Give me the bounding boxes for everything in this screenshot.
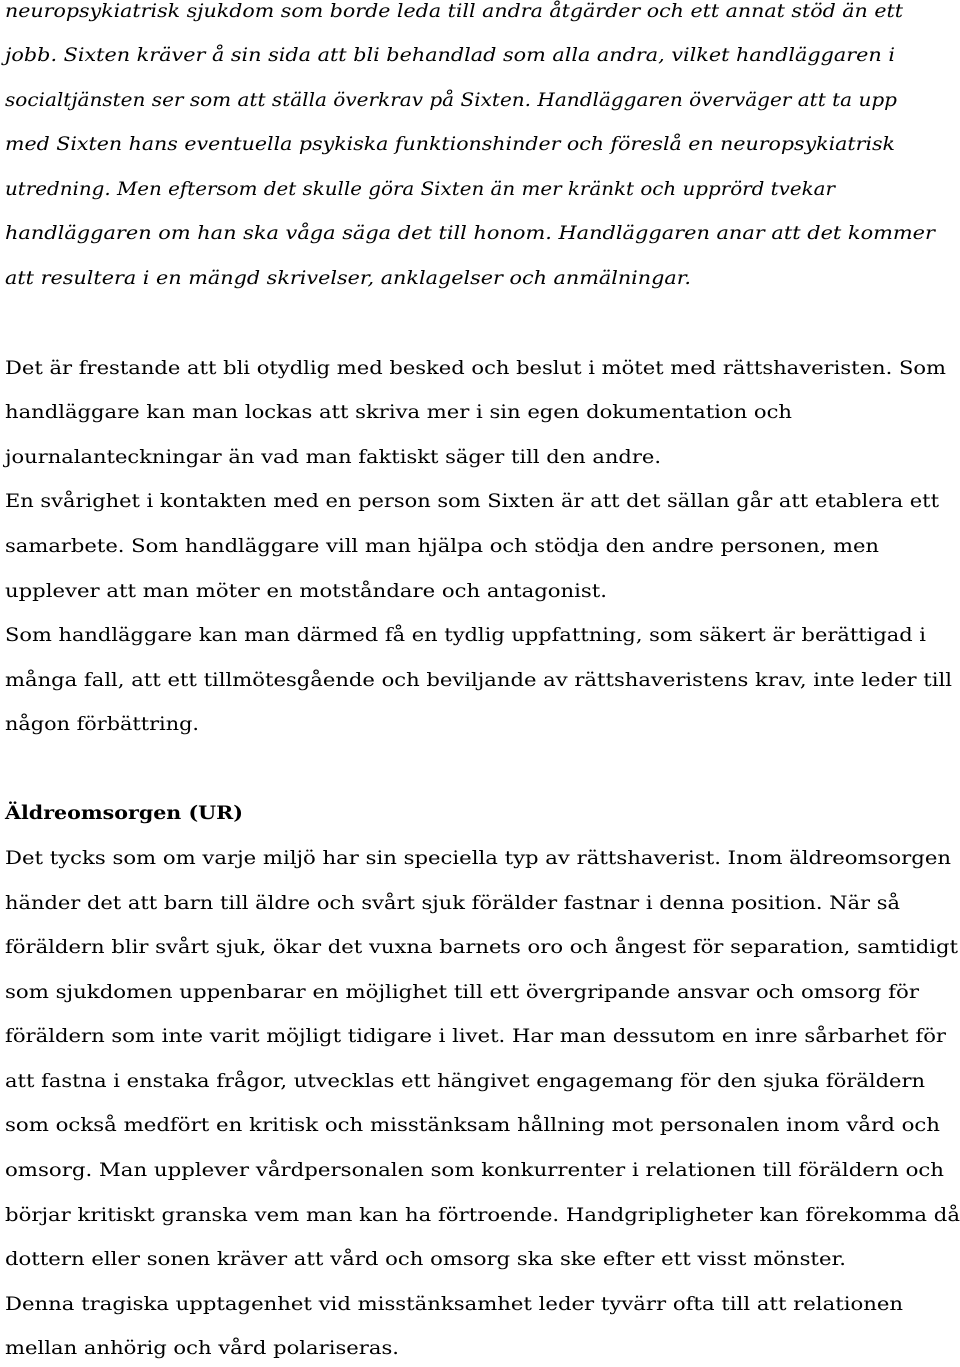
text-line: handläggare kan man lockas att skriva mer i sin egen dokumentation och	[5, 401, 792, 423]
text-line: Det är frestande att bli otydlig med besked och beslut i mötet med rättshaveristen. Som	[5, 357, 946, 379]
text-line: som också medfört en kritisk och misstänksam hållning mot personalen inom vård och	[5, 1114, 940, 1136]
text-line: föräldern som inte varit möjligt tidigare i livet. Har man dessutom en inre sårbarhet för	[5, 1025, 947, 1047]
text-line: utredning. Men eftersom det skulle göra Sixten än mer kränkt och upprörd tvekar	[5, 178, 835, 200]
text-line: att fastna i enstaka frågor, utvecklas ett hängivet engagemang för den sjuka föräldern	[5, 1070, 925, 1092]
text-line: Det tycks som om varje miljö har sin speciella typ av rättshaverist. Inom äldreomsorgen	[5, 847, 951, 869]
text-line: föräldern blir svårt sjuk, ökar det vuxna barnets oro och ångest för separation, samtidigt	[5, 936, 958, 958]
text-line: samarbete. Som handläggare vill man hjälpa och stödja den andre personen, men	[5, 535, 879, 557]
text-line: med Sixten hans eventuella psykiska funktionshinder och föreslå en neuropsykiatrisk	[5, 133, 896, 155]
text-line: handläggaren om han ska våga säga det till honom. Handläggaren anar att det kommer	[5, 222, 935, 244]
text-line: mellan anhörig och vård polariseras.	[5, 1337, 399, 1359]
text-line: upplever att man möter en motståndare och antagonist.	[5, 580, 607, 602]
text-line: socialtjänsten ser som att ställa överkrav på Sixten. Handläggaren överväger att ta upp	[5, 89, 898, 111]
text-line: journalanteckningar än vad man faktiskt säger till den andre.	[5, 446, 661, 468]
text-line: Som handläggare kan man därmed få en tydlig uppfattning, som säkert är berättigad i	[5, 624, 927, 646]
text-line: dottern eller sonen kräver att vård och omsorg ska ske efter ett visst mönster.	[5, 1248, 846, 1270]
text-line: Denna tragiska upptagenhet vid misstänksamhet leder tyvärr ofta till att relationen	[5, 1293, 904, 1315]
text-line: omsorg. Man upplever vårdpersonalen som konkurrenter i relationen till föräldern och	[5, 1159, 944, 1181]
text-line: En svårighet i kontakten med en person som Sixten är att det sällan går att etablera ett	[5, 490, 939, 512]
section-heading: Äldreomsorgen (UR)	[5, 802, 243, 824]
text-line: många fall, att ett tillmötesgående och beviljande av rättshaveristens krav, inte leder till	[5, 669, 953, 691]
text-line: att resultera i en mängd skrivelser, anklagelser och anmälningar.	[5, 267, 691, 289]
text-line: börjar kritiskt granska vem man kan ha förtroende. Handgripligheter kan förekomma då	[5, 1204, 960, 1226]
text-line: neuropsykiatrisk sjukdom som borde leda till andra åtgärder och ett annat stöd än ett	[5, 0, 904, 22]
text-line: händer det att barn till äldre och svårt sjuk förälder fastnar i denna position. När så	[5, 892, 900, 914]
text-line: som sjukdomen uppenbarar en möjlighet till ett övergripande ansvar och omsorg för	[5, 981, 919, 1003]
text-line: jobb. Sixten kräver å sin sida att bli behandlad som alla andra, vilket handläggaren i	[5, 44, 896, 66]
text-line: någon förbättring.	[5, 713, 200, 735]
